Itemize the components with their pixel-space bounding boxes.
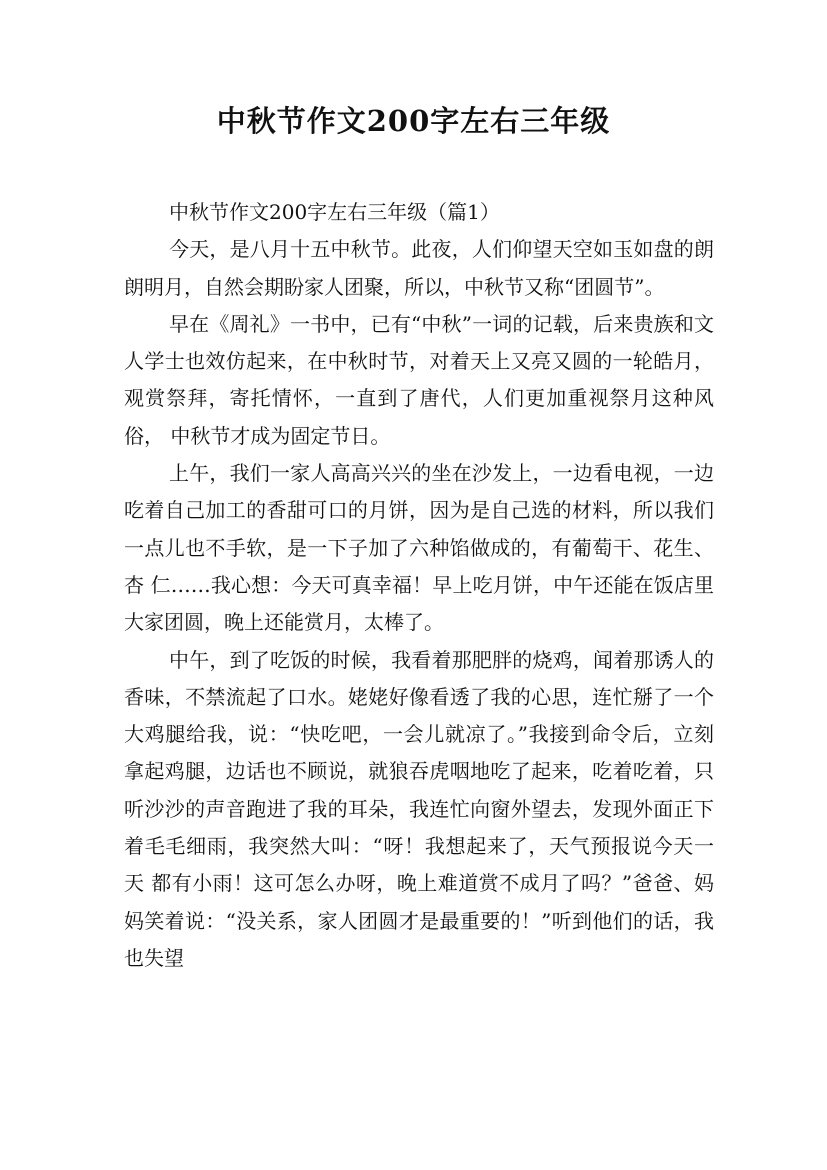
document-title: 中秋节作文200字左右三年级 xyxy=(216,104,611,138)
paragraph-4: 中午，到了吃饭的时候，我看着那肥胖的烧鸡，闻着那诱人的香味，不禁流起了口水。姥姥好像看透了我的心思，连忙掰了一个大鸡腿给我，说：“快吃吧，一会儿就凉了。”我接到命令后，立刻 拿起鸡腿，边话也不顾说，就狼吞虎咽地吃了起来，吃着吃着，只听沙沙的声音跑进了我的耳朵，我连忙向窗外望去，发现外面正下着毛毛细雨，我突然大叫：“呀！我想起来了，天气预报说今天一天 都有小雨！这可怎么办呀，晚上难道赏不成月了吗？”爸爸、妈妈笑着说：“没关系，家人团圆才是最重要的！”听到他们的话，我也失望 xyxy=(124,647,714,970)
paragraph-1: 今天，是八月十五中秋节。此夜，人们仰望天空如玉如盘的朗朗明月，自然会期盼家人团聚，所以，中秋节又称“团圆节”。 xyxy=(124,237,714,299)
paragraph-3: 上午，我们一家人高高兴兴的坐在沙发上，一边看电视，一边吃着自己加工的香甜可口的月饼，因为是自己选的材料，所以我们一点儿也不手软，是一下子加了六种馅做成的，有葡萄干、花生、杏 仁……我心想：今天可真幸福！早上吃月饼，中午还能在饭店里大家团圆，晚上还能赏月，太棒了。 xyxy=(124,461,714,635)
document-body xyxy=(124,194,714,977)
paragraph-2: 早在《周礼》一书中，已有“中秋”一词的记载，后来贵族和文人学士也效仿起来，在中秋时节，对着天上又亮又圆的一轮皓月，观赏祭拜，寄托情怀，一直到了唐代，人们更加重视祭月这种风俗， 中秋节才成为固定节日。 xyxy=(124,311,714,448)
section-heading: 中秋节作文200字左右三年级（篇1） xyxy=(169,200,500,224)
